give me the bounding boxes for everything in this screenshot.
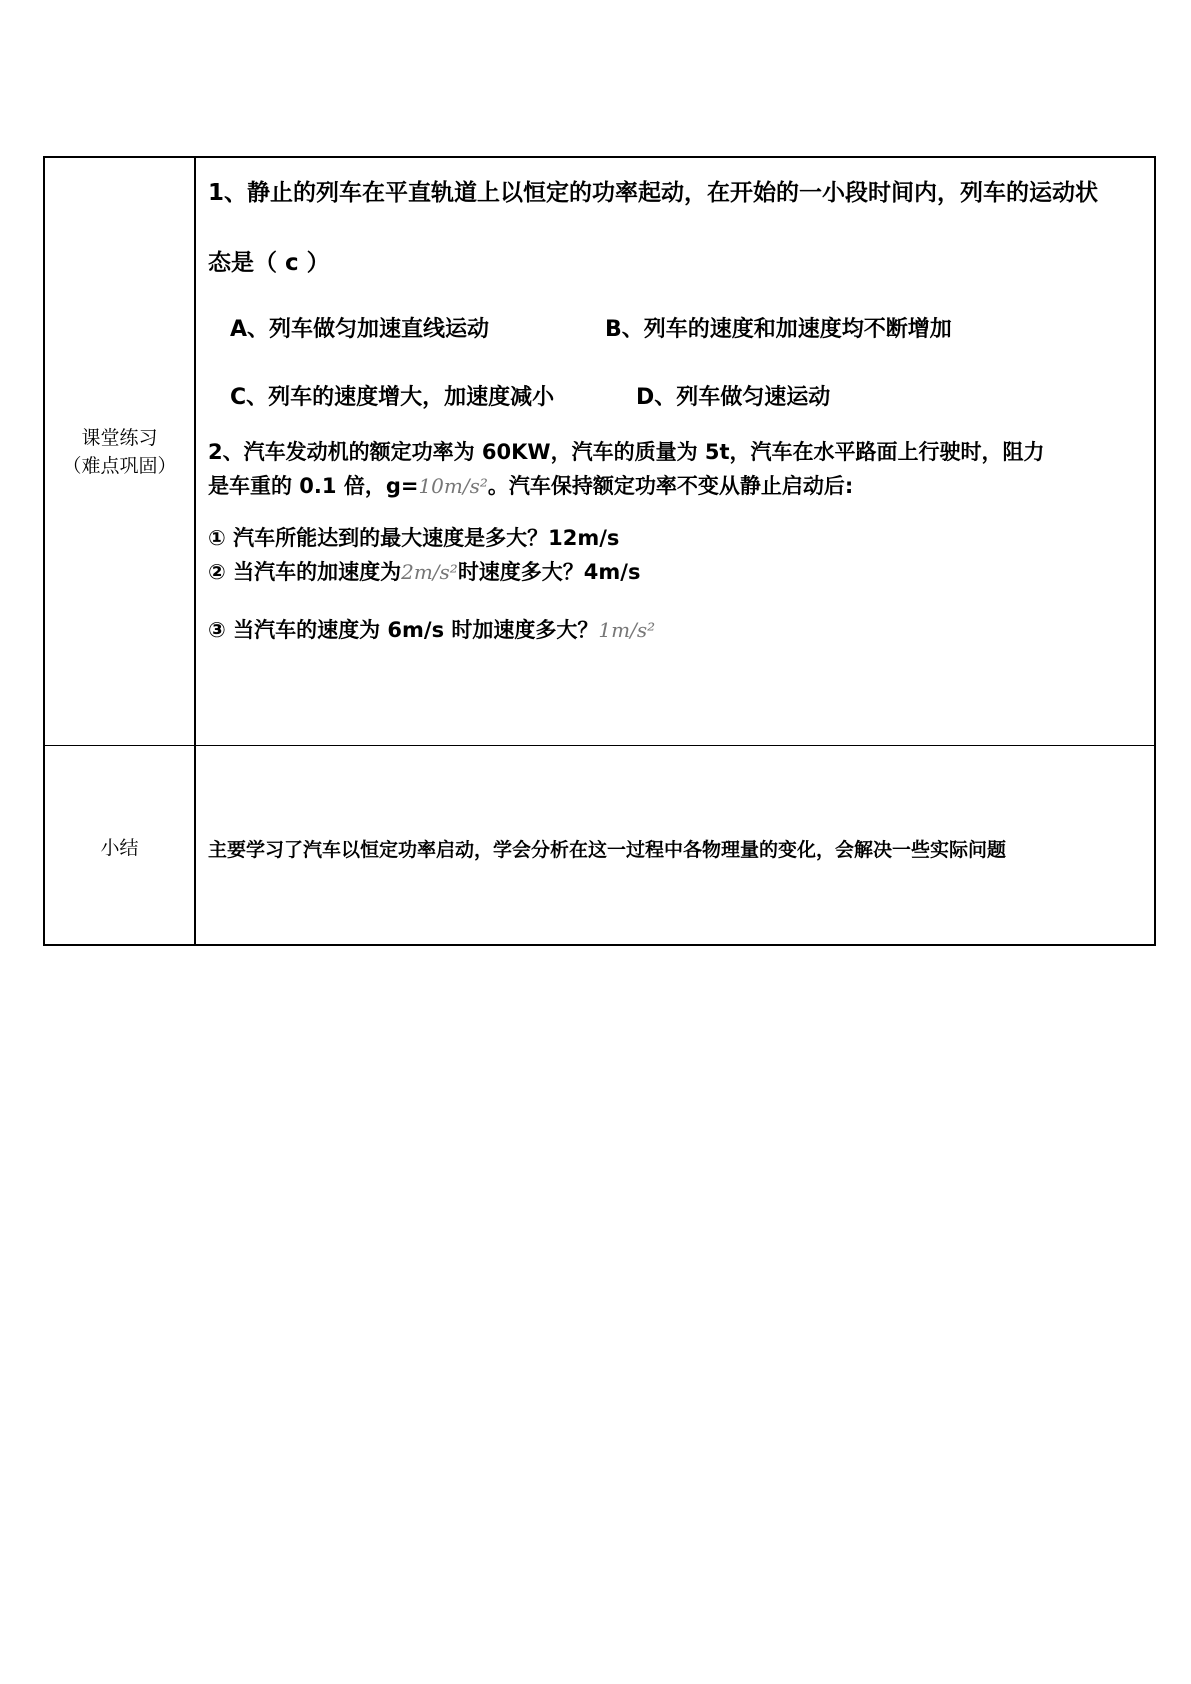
- practice-label-line1: 课堂练习: [81, 427, 158, 449]
- subquestion-2-post: 时速度多大？4m/s: [457, 560, 641, 584]
- practice-label-line2: （难点巩固）: [62, 455, 177, 477]
- subquestion-3: [208, 614, 655, 644]
- acceleration-value: 2m/s²: [401, 560, 458, 584]
- subquestion-2-pre: ② 当汽车的加速度为: [208, 560, 402, 584]
- row-divider: [45, 745, 1154, 746]
- summary-label: 小结: [100, 837, 139, 859]
- lesson-table: [43, 156, 1156, 946]
- option-c: C、列车的速度增大，加速度减小: [230, 385, 555, 410]
- question1-line2: 态是（ c ）: [208, 250, 330, 276]
- option-b: B、列车的速度和加速度均不断增加: [605, 317, 952, 342]
- option-a: A、列车做匀加速直线运动: [230, 317, 490, 342]
- practice-label: [45, 424, 194, 480]
- question2-line2-pre: 是车重的 0.1 倍，g=: [208, 474, 419, 498]
- subquestion-2: [208, 556, 640, 586]
- subquestion-3-pre: ③ 当汽车的速度为 6m/s 时加速度多大？: [208, 618, 599, 642]
- subquestion-1: ① 汽车所能达到的最大速度是多大？12m/s: [208, 526, 620, 550]
- option-d: D、列车做匀速运动: [636, 385, 831, 410]
- summary-text: 主要学习了汽车以恒定功率启动，学会分析在这一过程中各物理量的变化，会解决一些实际问题: [208, 839, 1007, 861]
- gravity-value: 10m/s²: [418, 474, 488, 498]
- answer-acceleration-value: 1m/s²: [598, 618, 656, 642]
- column-divider: [194, 158, 196, 944]
- question2-line1: 2、汽车发动机的额定功率为 60KW，汽车的质量为 5t，汽车在水平路面上行驶时，阻力: [208, 440, 1045, 464]
- question2-line2-post: 。汽车保持额定功率不变从静止启动后:: [487, 474, 854, 498]
- question2-line2: [208, 470, 853, 500]
- question1-line1: 1、静止的列车在平直轨道上以恒定的功率起动，在开始的一小段时间内，列车的运动状: [208, 180, 1099, 206]
